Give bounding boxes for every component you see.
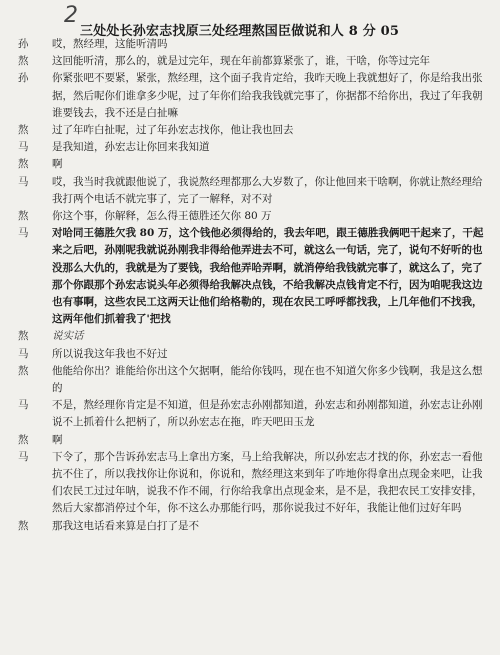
speaker-label: 熬 bbox=[18, 519, 29, 532]
utterance-text: 他能给你出？谁能给你出这个欠据啊，能给你钱吗，现在也不知道欠你多少钱啊，我是这么想的 bbox=[52, 364, 483, 395]
utterance-text: 下令了，那个告诉孙宏志马上拿出方案，马上给我解决，所以孙宏志才找的你，孙宏志一看他抗不住了，所以我找你让你说和，你说和，熬经理这来到年了咋地你得拿出点现金来吧，让我们农民工过过年呐，说我不作不闹，行你给我拿出点现金来，是不是，我把农民工安排安排，然后大家都消停过个年，你不这么办那能行吗，那你说我过不好年，我能让他们过好年吗 bbox=[52, 450, 483, 515]
transcript-line bbox=[18, 70, 490, 122]
speaker-label: 熬 bbox=[18, 364, 29, 377]
utterance-text: 哎，我当时我就跟他说了，我说熬经理都那么大岁数了，你让他回来干啥啊，你就让熬经理给我打两个电话不就完事了，完了一解释，对不对 bbox=[52, 175, 483, 205]
utterance-text: 哎，熬经理，这能听清吗 bbox=[52, 38, 168, 50]
transcript-line bbox=[18, 36, 490, 53]
transcript-line bbox=[18, 225, 490, 328]
transcript-line bbox=[18, 122, 490, 139]
transcript-line bbox=[18, 397, 490, 431]
utterance-text: 过了年咋白扯呢，过了年孙宏志找你，他让我也回去 bbox=[52, 124, 294, 137]
page-number: 2 bbox=[64, 3, 78, 28]
utterance-text: 那我这电话看来算是白打了是不 bbox=[52, 519, 199, 532]
transcript-line bbox=[18, 53, 490, 70]
speaker-label: 马 bbox=[18, 175, 29, 188]
transcript-body bbox=[18, 36, 490, 535]
utterance-text: 你紧张吧不要紧，紧张，熬经理，这个面子我肯定给，我昨天晚上我就想好了，你是给我出张据，然后呢你们谁拿多少呢，过了年你们给我我钱就完事了，你据都不给你出，我过了年我朝谁要钱去，我不还是白扯嘛 bbox=[52, 72, 483, 119]
speaker-label: 熬 bbox=[18, 124, 29, 137]
utterance-text: 你这个事，你解释，怎么得王德胜还欠你 80 万 bbox=[52, 210, 272, 223]
transcript-line bbox=[18, 328, 490, 345]
speaker-label: 熬 bbox=[18, 433, 29, 446]
utterance-text: 是我知道，孙宏志让你回来我知道 bbox=[52, 141, 210, 154]
utterance-text: 所以说我这年我也不好过 bbox=[52, 347, 168, 360]
speaker-label: 熬 bbox=[18, 210, 29, 223]
speaker-label: 马 bbox=[18, 227, 29, 240]
speaker-label: 熬 bbox=[18, 158, 29, 171]
speaker-label: 孙 bbox=[18, 38, 29, 50]
utterance-text: 这回能听清，那么的，就是过完年，现在年前都算紧张了，谁，干啥，你等过完年 bbox=[52, 55, 430, 68]
speaker-label: 孙 bbox=[18, 72, 29, 85]
transcript-line bbox=[18, 432, 490, 449]
utterance-text: 说实话 bbox=[52, 330, 84, 343]
utterance-text: 啊 bbox=[52, 433, 63, 446]
transcript-line bbox=[18, 208, 490, 225]
speaker-label: 熬 bbox=[18, 55, 29, 68]
speaker-label: 马 bbox=[18, 347, 29, 360]
transcript-line bbox=[18, 174, 490, 208]
speaker-label: 马 bbox=[18, 399, 29, 412]
transcript-line bbox=[18, 518, 490, 535]
utterance-text: 不是，熬经理你肯定是不知道，但是孙宏志孙刚都知道，孙宏志和孙刚都知道，孙宏志让孙刚说不上抓着什么把柄了，所以孙宏志在拖，昨天吧田玉龙 bbox=[52, 399, 483, 429]
utterance-text: 对哈同王德胜欠我 80 万，这个钱他必须得给的，我去年吧，跟王德胜我俩吧干起来了，干起来之后吧，孙刚呢我就说孙刚我非得给他弄进去不可，就这么一句话，完了，说句不好听的也没那么大仇的，我就是为了要钱，我给他弄哈弄啊，就消停给我钱就完事了，就这么了，完了那个你跟那个孙宏志说头年必须得给我解决点钱，不给我解决点钱肯定不行，因为咱呢我这边也有事啊，这些农民工这两天让他们给格勒的，现在农民工呼呼都找我，上几年他们不找我，这两年他们抓着我了'把找 bbox=[52, 227, 484, 326]
utterance-text: 啊 bbox=[52, 158, 63, 171]
document-title: 三处处长孙宏志找原三处经理熬国臣做说和人 8 分 05 bbox=[80, 24, 400, 39]
transcript-line bbox=[18, 156, 490, 173]
speaker-label: 马 bbox=[18, 141, 29, 154]
transcript-line bbox=[18, 363, 490, 397]
transcript-line bbox=[18, 346, 490, 363]
speaker-label: 马 bbox=[18, 450, 29, 463]
speaker-label: 熬 bbox=[18, 330, 29, 343]
transcript-line bbox=[18, 139, 490, 156]
transcript-line bbox=[18, 449, 490, 518]
